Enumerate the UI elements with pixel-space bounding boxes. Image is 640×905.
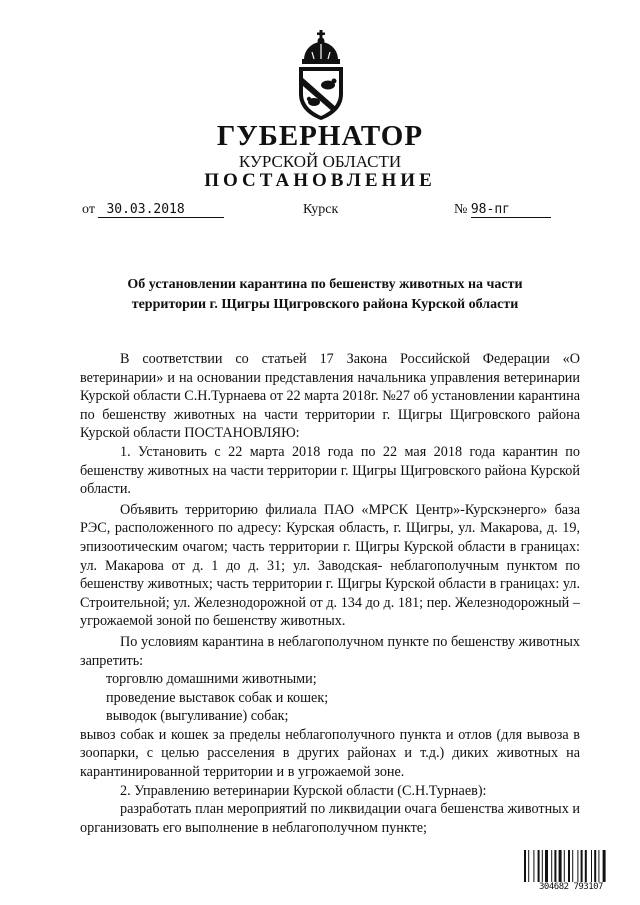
barcode-bar (554, 850, 556, 884)
date-prefix: от (82, 202, 95, 217)
barcode-bar (545, 850, 548, 884)
barcode-bar (572, 850, 573, 884)
subject-line: территории г. Щигры Щигровского района Курской области (131, 297, 519, 312)
prohibition-item: торговлю домашними животными; (106, 671, 317, 688)
issuer-title: ГУБЕРНАТОР (216, 120, 424, 152)
document-date (82, 202, 224, 218)
body-paragraph: Объявить территорию филиала ПАО «МРСК Центр»-Курскэнерго» база РЭС, расположенного по адресу: Курская область, г. Щигры, ул. Макарова, д. 19, эпизоотическим очагом; часть территории г. Щигры Курской области в границах: ул. Макарова от д. 1 до д. 31; ул. Заводская- неблагополучным пунктом по бешенству животных; часть территории г. Щигры Курской области в границах: ул. Строительной; ул. Железнодорожной от д. 134 до д. 181; пер. Железнодорожный – угрожаемой зоной по бешенству животных. (80, 501, 580, 630)
barcode-bar (594, 850, 596, 884)
document-city: Курск (303, 202, 339, 217)
barcode-bar (577, 850, 578, 884)
prohibition-item: проведение выставок собак и кошек; (106, 689, 329, 706)
prohibition-item: выводок (выгуливание) собак; (106, 708, 289, 725)
barcode-bar (542, 850, 543, 884)
barcode-bar (524, 850, 526, 884)
document-barcode (522, 850, 620, 894)
barcode-number: 304682 793107 (522, 882, 620, 892)
barcode-bar (598, 850, 599, 884)
barcode-bar (591, 850, 592, 884)
barcode-bar (603, 850, 606, 884)
barcode-bar (559, 850, 562, 884)
subject-line: Об установлении карантина по бешенству животных на части (127, 277, 523, 292)
date-value: 30.03.2018 (98, 202, 224, 218)
document-body (80, 350, 580, 837)
document-subject (80, 275, 570, 315)
barcode-bar (585, 850, 587, 884)
number-prefix: № (454, 202, 468, 217)
barcode-bar (538, 850, 540, 884)
barcode-bar (568, 850, 570, 884)
body-paragraph: По условиям карантина в неблагополучном пункте по бешенству животных запретить: (80, 633, 580, 669)
prohibition-item: вывоз собак и кошек за пределы неблагополучного пункта и отлов (для вывоза в зоопарки, с целью расселения в других районах и т.д.) диких животных на карантинированной территории и в угрожаемой зоне. (80, 726, 580, 781)
body-paragraph: разработать план мероприятий по ликвидации очага бешенства животных и организовать его выполнение в неблагополучном пункте; (80, 801, 580, 836)
body-paragraph: 2. Управлению ветеринарии Курской области (С.Н.Турнаев): (120, 782, 487, 799)
number-value: 98-пг (471, 202, 551, 218)
document-number (454, 202, 551, 218)
barcode-bars (522, 850, 620, 884)
barcode-bar (528, 850, 529, 884)
coat-of-arms-emblem (292, 30, 350, 124)
body-paragraph: 1. Установить с 22 марта 2018 года по 22 мая 2018 года карантин по бешенству животных на части территории г. Щигры Щигровского района Курской области. (80, 443, 580, 498)
document-type: ПОСТАНОВЛЕНИЕ (204, 170, 436, 191)
issuer-region: КУРСКОЙ ОБЛАСТИ (238, 152, 402, 171)
barcode-bar (551, 850, 552, 884)
barcode-bar (581, 850, 583, 884)
barcode-bar (533, 850, 534, 884)
body-paragraph: В соответствии со статьей 17 Закона Российской Федерации «О ветеринарии» и на основании представления начальника управления ветеринарии Курской области С.Н.Турнаева от 22 марта 2018г. №27 об установлении карантина по бешенству животных на части территории г. Щигры Щигровского района Курской области ПОСТАНОВЛЯЮ: (80, 351, 580, 442)
barcode-bar (564, 850, 565, 884)
